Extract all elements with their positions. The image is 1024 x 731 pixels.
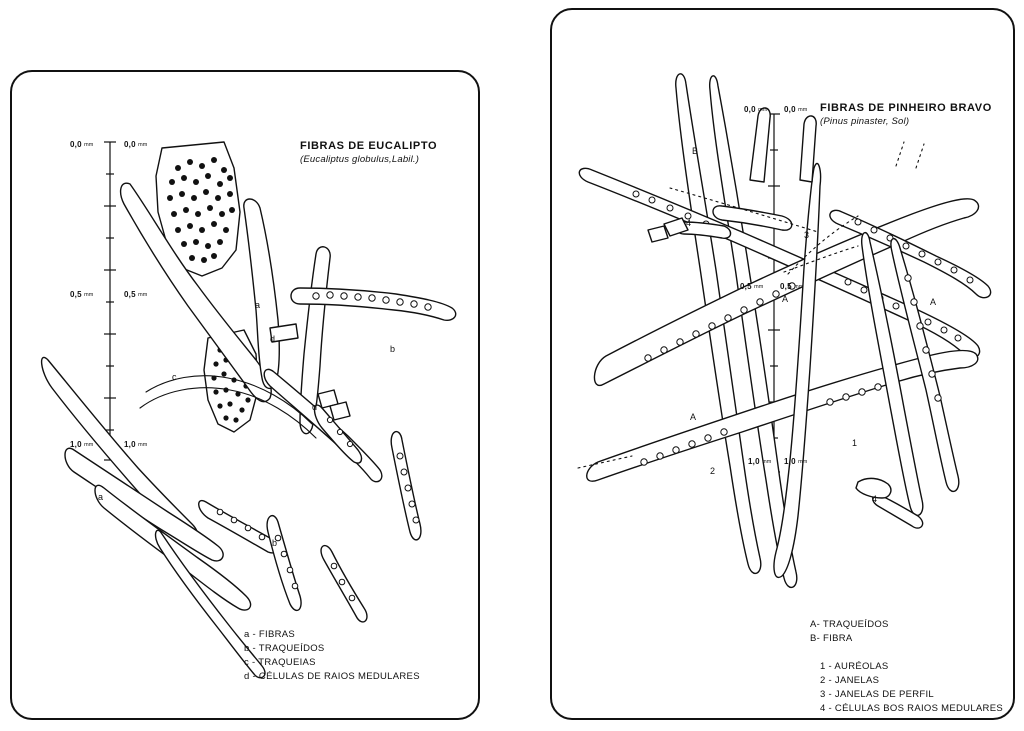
legend-item-B: B- FIBRA: [810, 633, 853, 644]
callout-d-2: d: [312, 402, 318, 412]
pinus-callout-1: 1: [852, 438, 858, 448]
pinus-subtitle: (Pinus pinaster, Sol): [820, 116, 910, 127]
pinus-callout-4-1: 4: [686, 218, 692, 228]
eucalyptus-subtitle: (Eucaliptus globulus,Labil.): [300, 154, 420, 165]
pinus-scale-label-right-0-5: 0,5 mm: [780, 282, 804, 291]
legend-item-3: 3 - JANELAS DE PERFIL: [820, 689, 935, 700]
scale-label-right-1-0: 1,0 mm: [124, 440, 148, 449]
legend-item-a: a - FIBRAS: [244, 629, 296, 640]
callout-a-2: a: [98, 492, 104, 502]
pinus-callout-3: 3: [804, 230, 810, 240]
callout-c: c: [172, 372, 177, 382]
pinus-scale-label-left-1-0: 1,0 mm: [748, 457, 772, 466]
scale-axis-left: [104, 142, 116, 460]
callout-b-1: b: [390, 344, 396, 354]
pinus-callout-a-2: A: [930, 297, 937, 307]
pinus-callout-a-3: A: [782, 294, 789, 304]
callout-a-1: a: [255, 300, 261, 310]
legend-item-b: b - TRAQUEÍDOS: [244, 643, 325, 654]
plate-eucalyptus: [10, 70, 480, 720]
pinus-callout-4-2: 4: [872, 494, 878, 504]
eucalyptus-title-block: [300, 140, 437, 165]
pinus-scale-label-left-0-5: 0,5 mm: [740, 282, 764, 291]
legend-item-1: 1 - AURÉOLAS: [820, 661, 889, 672]
plate-pinus: [550, 8, 1015, 720]
pinus-scale-label-right-0-0: 0,0 mm: [784, 105, 808, 114]
scale-label-left-0-5: 0,5 mm: [70, 290, 94, 299]
legend-item-A: A- TRAQUEÍDOS: [810, 619, 889, 630]
pinus-title-block: [820, 102, 992, 127]
legend-item-4: 4 - CÉLULAS BOS RAIOS MEDULARES: [820, 703, 1003, 714]
legend-item-d: d - CÉLULAS DE RAIOS MEDULARES: [244, 671, 420, 682]
scale-label-left-0-0: 0,0 mm: [70, 140, 94, 149]
pinus-callout-a-1: A: [690, 412, 697, 422]
pinus-legend-numbers: [820, 660, 1003, 716]
pinus-scale-label-right-1-0: 1,0 mm: [784, 457, 808, 466]
pinus-scale-label-left-0-0: 0,0 mm: [744, 105, 768, 114]
tracheid-long-group: [579, 74, 990, 588]
legend-item-2: 2 - JANELAS: [820, 675, 880, 686]
eucalyptus-title: FIBRAS DE EUCALIPTO: [300, 140, 438, 152]
callout-b-2: b: [272, 538, 278, 548]
eucalyptus-legend: [244, 628, 420, 684]
scale-label-left-1-0: 1,0 mm: [70, 440, 94, 449]
pinus-callout-2: 2: [710, 466, 716, 476]
eucalyptus-artwork: [12, 72, 478, 718]
pinus-legend-letters: [810, 618, 889, 646]
scale-label-right-0-0: 0,0 mm: [124, 140, 148, 149]
pinus-title: FIBRAS DE PINHEIRO BRAVO: [820, 102, 992, 114]
callout-d-1: d: [270, 334, 276, 344]
scale-label-right-0-5: 0,5 mm: [124, 290, 148, 299]
pinus-callout-b: B: [692, 146, 699, 156]
legend-item-c: c - TRAQUEIAS: [244, 657, 316, 668]
